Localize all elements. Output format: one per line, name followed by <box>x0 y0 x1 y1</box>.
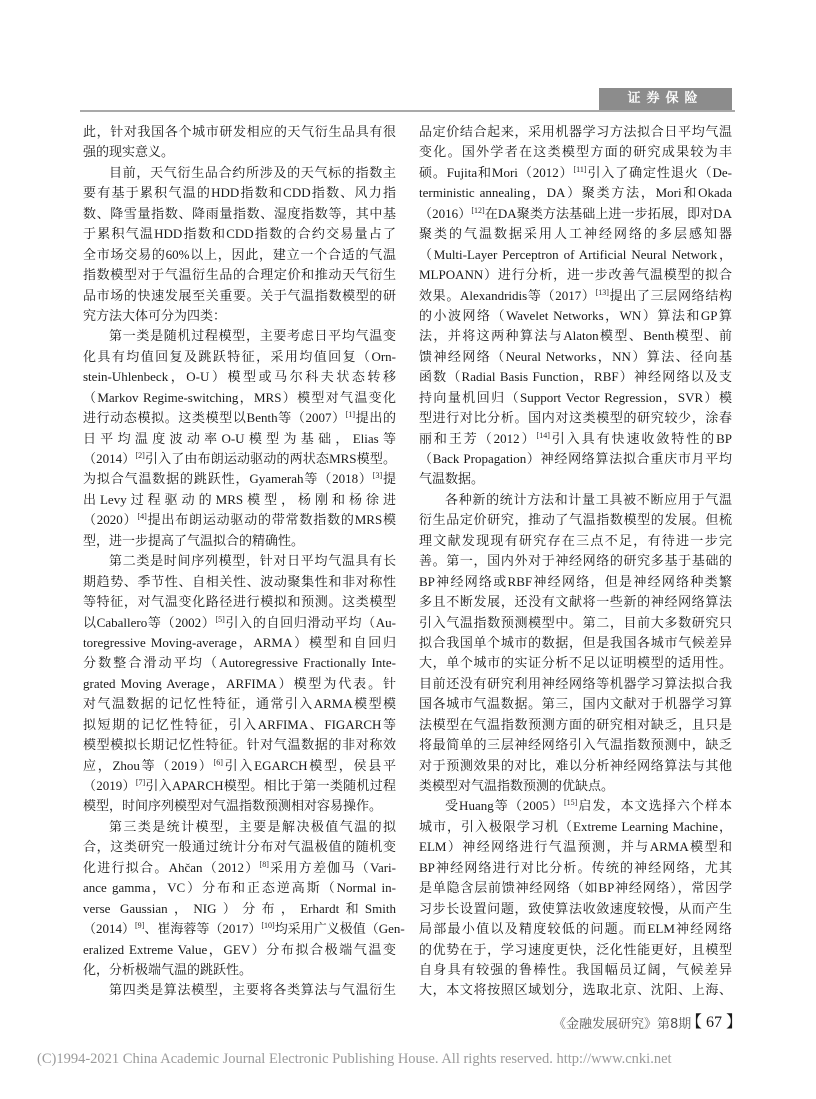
citation-marker: [7] <box>135 778 146 787</box>
text-line: （2014）[2]引入了由布朗运动驱动的两状态MRS模型。 <box>83 451 396 466</box>
text-line: grated Moving Average，ARFIMA）模型为代表。针 <box>83 675 396 691</box>
citation-marker: [4] <box>137 512 147 522</box>
text-line: 应，Zhou等（2019）[6]引入EGARCH模型，侯县平 <box>83 757 396 773</box>
text-line: eralized Extreme Value，GEV）分布拟合极端气温变 <box>83 941 396 957</box>
text-line: 第一类是随机过程模型，主要考虑日平均气温变 <box>109 328 396 344</box>
text-line: 丽和王芳（2012）[14]引入具有快速收敛特性的BP <box>419 430 732 446</box>
citation-marker: [2] <box>135 451 145 460</box>
paragraph <box>83 122 396 163</box>
text-line: 等特征，对气温变化路径进行模拟和预测。这类模型 <box>83 594 396 610</box>
header-rule <box>80 110 735 112</box>
text-line: 于累积气温HDD指数和CDD指数的合约交易量占了 <box>83 226 396 242</box>
text-line: 第三类是统计模型，主要是解决极值气温的拟 <box>109 818 396 834</box>
text-line: 函数（Radial Basis Function，RBF）神经网络以及支 <box>419 369 732 385</box>
text-line: ance gamma，VC）分布和正态逆高斯（Normal in- <box>83 880 396 896</box>
paragraph <box>83 980 396 1000</box>
text-line: （Multi-Layer Perceptron of Artificial Neural Network， <box>419 246 732 262</box>
text-line: 馈神经网络（Neural Networks，NN）算法、径向基 <box>419 348 732 364</box>
text-line: 化具有均值回复及跳跃特征，采用均值回复（Orn- <box>83 348 396 364</box>
citation-marker: [3] <box>372 471 383 481</box>
citation-marker: [12] <box>471 205 485 215</box>
text-line: 目前还没有研究利用神经网络等机器学习算法拟合我 <box>419 675 732 691</box>
text-line: 是单隐含层前馈神经网络（如BP神经网络），常因学 <box>419 880 732 896</box>
text-line: 日平均温度波动率O-U模型为基础，Elias等 <box>83 430 396 446</box>
text-line: 自身具有较强的鲁棒性。我国幅员辽阔，气候差异 <box>419 961 732 977</box>
paragraph <box>83 551 396 817</box>
citation-marker: [1] <box>345 410 356 420</box>
text-line: stein-Uhlenbeck，O-U）模型或马尔科夫状态转移 <box>83 369 396 385</box>
text-line: 变化。国外学者在这类模型方面的研究成果较为丰 <box>419 144 732 160</box>
citation-marker: [13] <box>595 287 609 297</box>
paragraph <box>419 122 732 490</box>
journal-issue: 《金融发展研究》第8期 <box>553 1017 692 1032</box>
section-tag: 证券保险 <box>599 88 732 110</box>
text-line: 将最简单的三层神经网络引入气温指数预测中，缺乏 <box>419 737 732 753</box>
citation-marker: [6] <box>213 757 223 767</box>
text-line: 化进行拟合。Ahčan（2012）[8]采用方差伽马（Vari- <box>83 859 396 875</box>
citation-marker: [10] <box>261 921 275 931</box>
text-line: 品定价结合起来，采用机器学习方法拟合日平均气温 <box>419 124 732 139</box>
text-line: 此，针对我国各个城市研发相应的天气衍生品具有很 <box>83 124 396 139</box>
text-line: 硕。Fujita和Mori（2012）[11]引入了确定性退火（De- <box>419 164 732 180</box>
text-line: 引入气温指数预测模型中。第二，目前大多数研究只 <box>419 614 732 630</box>
text-line: 效果。Alexandridis等（2017）[13]提出了三层网络结构 <box>419 287 732 303</box>
text-line: verse Gaussian，NIG）分布，Erhardt和Smith <box>83 900 396 916</box>
left-column <box>83 122 405 1001</box>
text-line: 要有基于累积气温的HDD指数和CDD指数、风力指 <box>83 185 396 201</box>
text-line: 期趋势、季节性、自相关性、波动聚集性和非对称性 <box>83 573 396 589</box>
text-line: 型进行对比分析。国内对这类模型的研究较少，涂春 <box>419 410 732 426</box>
text-line: 局部最小值以及精度较低的问题。而ELM神经网络 <box>419 921 732 937</box>
text-line: 持向量机回归（Support Vector Regression，SVR）模 <box>419 389 732 405</box>
text-line: （2020）[4]提出布朗运动驱动的带常数指数的MRS模 <box>83 512 396 528</box>
text-line: BP神经网络进行对比分析。传统的神经网络，尤其 <box>419 859 732 875</box>
text-line: 合，这类研究一般通过统计分布对气温极值的随机变 <box>83 839 396 855</box>
text-line: 衍生品定价研究，推动了气温指数模型的发展。但梳 <box>419 512 732 528</box>
text-line: 强的现实意义。 <box>83 144 175 160</box>
text-line: 受Huang等（2005）[15]启发，本文选择六个样本 <box>445 798 732 814</box>
text-line: 大，单个城市的实证分析不足以证明模型的适用性。 <box>419 655 732 671</box>
text-line: 对于预测效果的对比，难以分析神经网络算法与其他 <box>419 757 732 773</box>
text-line: 各种新的统计方法和计量工具被不断应用于气温 <box>445 491 732 507</box>
page-number: 【 67 】 <box>686 1014 743 1031</box>
paragraph <box>83 163 396 327</box>
text-line: 型，进一步提高了气温拟合的精确性。 <box>83 532 305 548</box>
text-line: 出Levy过程驱动的MRS模型，杨刚和杨徐进 <box>83 491 396 507</box>
citation-marker: [15] <box>564 798 578 808</box>
text-line: （2019）[7]引入APARCH模型。相比于第一类随机过程 <box>83 778 396 793</box>
text-line: （Back Propagation）神经网络算法拟合重庆市月平均 <box>419 451 732 466</box>
text-line: （2016）[12]在DA聚类方法基础上进一步拓展，即对DA <box>419 205 732 221</box>
text-line: 分数整合滑动平均（Autoregressive Fractionally Inte- <box>83 655 396 671</box>
paragraph <box>83 326 396 551</box>
text-line: ELM）神经网络进行气温预测，并与ARMA模型和 <box>419 839 732 855</box>
text-line: 品市场的快速发展至关重要。关于气温指数模型的研 <box>83 287 396 303</box>
citation-marker: [11] <box>573 164 587 174</box>
text-line: 大，本文将按照区域划分，选取北京、沈阳、上海、 <box>419 982 732 998</box>
text-line: 拟合我国单个城市的数据，但是我国各城市气候差异 <box>419 634 732 650</box>
right-column <box>419 122 732 1001</box>
text-line: 理文献发现现有研究存在三点不足，有待进一步完 <box>419 532 732 548</box>
citation-marker: [9] <box>135 921 145 931</box>
text-line: 化，分析极端气温的跳跃性。 <box>83 961 253 977</box>
text-line: 模型模拟长期记忆性特征。针对气温数据的非对称效 <box>83 737 396 753</box>
text-line: 法，并将这两种算法与Alaton模型、Benth模型、前 <box>419 328 732 344</box>
text-line: 第四类是算法模型，主要将各类算法与气温衍生 <box>109 982 396 998</box>
text-line: 气温数据。 <box>419 471 485 487</box>
text-line: 全市场交易的60%以上，因此，建立一个合适的气温 <box>83 246 396 262</box>
text-line: 城市，引入极限学习机（Extreme Learning Machine， <box>419 818 732 834</box>
text-line: BP神经网络或RBF神经网络，但是神经网络种类繁 <box>419 573 732 589</box>
text-line: terministic annealing，DA）聚类方法，Mori和Okada <box>419 185 732 201</box>
text-line: 以Caballero等（2002）[5]引入的自回归滑动平均（Au- <box>83 614 396 630</box>
text-line: 模型，时间序列模型对气温指数预测相对容易操作。 <box>83 798 383 814</box>
paragraph <box>419 490 732 797</box>
text-line: 究方法大体可分为四类： <box>83 307 227 323</box>
text-line: 为拟合气温数据的跳跃性，Gyamerah等（2018）[3]提 <box>83 471 396 487</box>
copyright-notice: (C)1994-2021 China Academic Journal Electronic Publishing House. All rights reserved. http://www.cnki.net <box>37 1051 672 1067</box>
text-line: toregressive Moving-average，ARMA）模型和自回归 <box>83 634 396 650</box>
text-line: （2014）[9]、崔海蓉等（2017）[10]均采用广义极值（Gen- <box>83 921 405 937</box>
citation-marker: [8] <box>259 859 269 869</box>
text-line: 善。第一，国内外对于神经网络的研究多基于基础的 <box>419 553 732 569</box>
text-line: 聚类的气温数据采用人工神经网络的多层感知器 <box>419 226 732 242</box>
text-line: 多且不断发展，还没有文献将一些新的神经网络算法 <box>419 594 732 610</box>
text-line: 第二类是时间序列模型，针对日平均气温具有长 <box>109 553 396 569</box>
text-line: 的小波网络（Wavelet Networks，WN）算法和GP算 <box>419 307 732 323</box>
text-line: 拟短期的记忆性特征，引入ARFIMA、FIGARCH等 <box>83 716 396 732</box>
text-line: 的优势在于，学习速度更快，泛化性能更好，且模型 <box>419 941 732 957</box>
citation-marker: [14] <box>536 430 550 440</box>
text-line: 数、降雪量指数、降雨量指数、湿度指数等，其中基 <box>83 205 396 221</box>
text-line: （Markov Regime-switching，MRS）模型对气温变化 <box>83 389 396 405</box>
paragraph <box>419 796 732 1000</box>
text-line: 习步长设置问题，致使算法收敛速度较慢，从而产生 <box>419 900 732 916</box>
text-line: 进行动态模拟。这类模型以Benth等（2007）[1]提出的 <box>83 410 396 426</box>
citation-marker: [5] <box>215 614 225 624</box>
text-line: 目前，天气衍生品合约所涉及的天气标的指数主 <box>109 164 396 180</box>
text-line: 指数模型对于气温衍生品的合理定价和推动天气衍生 <box>83 267 396 283</box>
text-line: MLPOANN）进行分析，进一步改善气温模型的拟合 <box>419 267 732 283</box>
text-line: 类模型对气温指数预测的优缺点。 <box>419 778 615 793</box>
paragraph <box>83 817 405 981</box>
text-line: 对气温数据的记忆性特征，通常引入ARMA模型模 <box>83 696 396 712</box>
text-line: 国各城市气温数据。第三，国内文献对于机器学习算 <box>419 696 732 712</box>
text-line: 法模型在气温指数预测方面的研究相对缺乏，且只是 <box>419 716 732 732</box>
